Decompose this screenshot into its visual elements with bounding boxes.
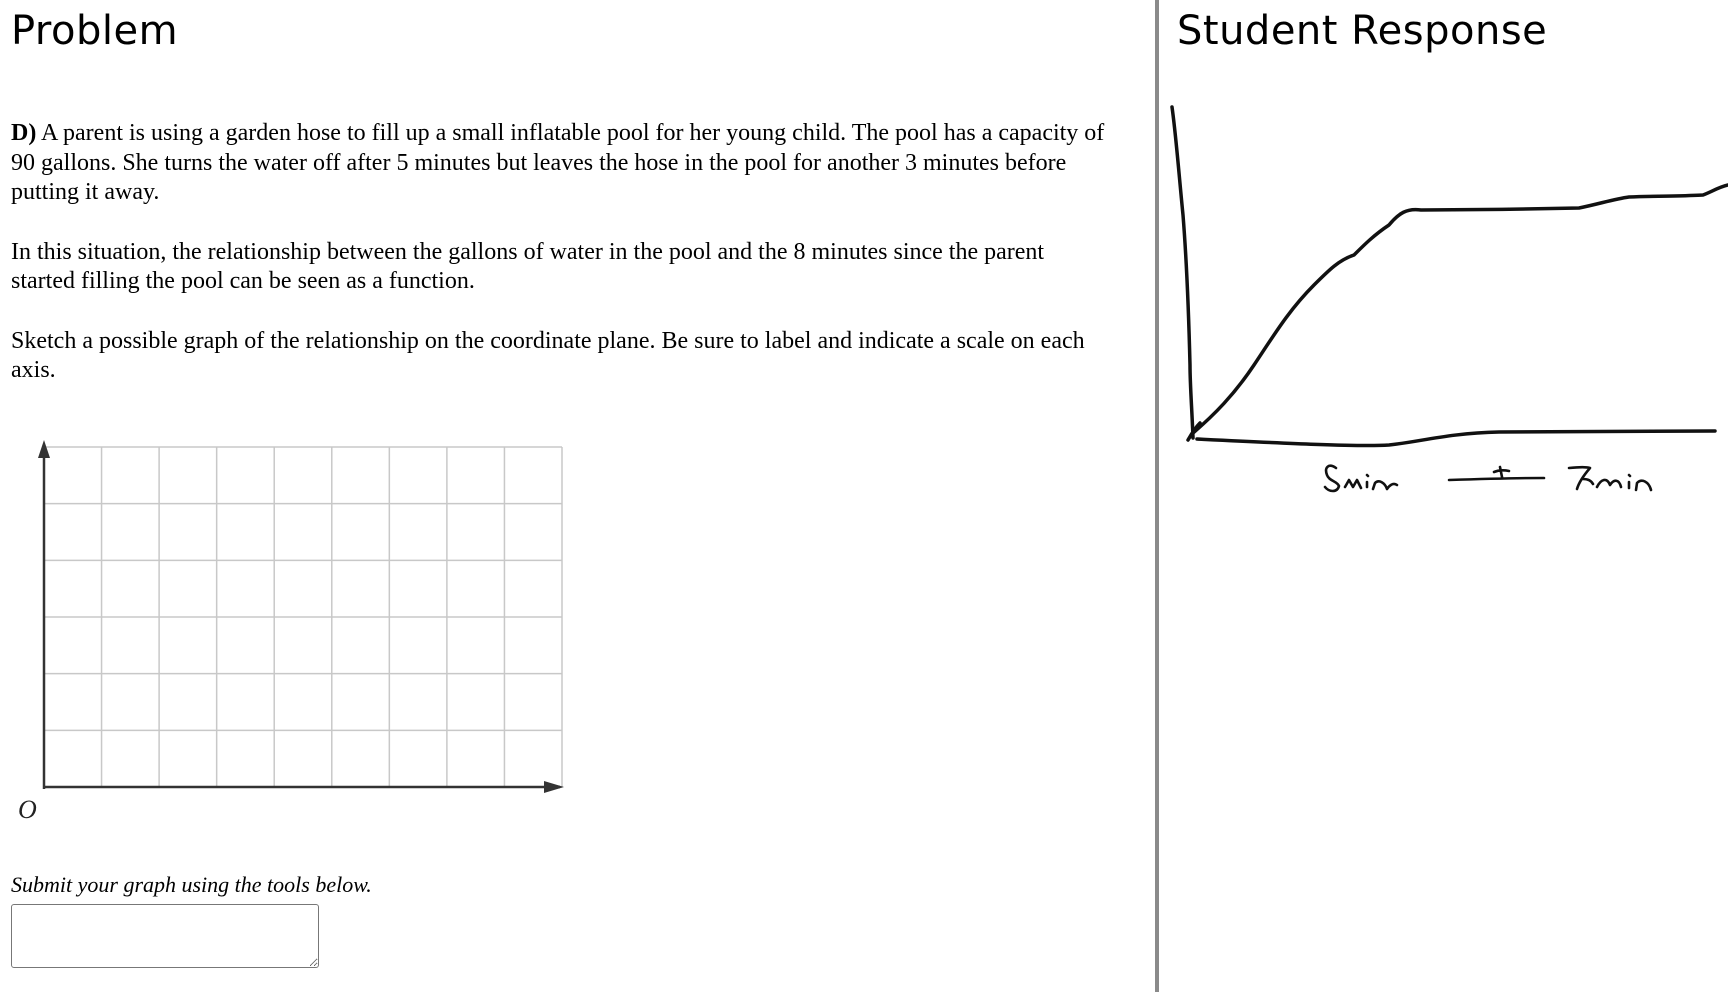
sketch-x-axis <box>1197 431 1715 446</box>
x-axis <box>44 781 564 793</box>
problem-paragraph-1 <box>11 119 1111 208</box>
sketch-label-2: + <box>1494 480 1495 481</box>
problem-statement <box>11 119 1111 416</box>
handwritten-plus <box>1449 467 1544 480</box>
problem-title: Problem <box>11 8 179 54</box>
y-axis <box>38 440 50 789</box>
sketch-label-3: 3 min <box>1569 491 1572 492</box>
student-response-panel <box>1159 0 1728 992</box>
origin-label: O <box>18 795 37 824</box>
submit-instructions: Submit your graph using the tools below. <box>11 872 372 897</box>
grid-lines <box>44 447 562 787</box>
sketch-label-1: 5 min <box>1324 491 1327 492</box>
sketch-y-axis <box>1172 107 1193 438</box>
answer-input[interactable] <box>11 904 319 968</box>
problem-paragraph-3: Sketch a possible graph of the relationship on the coordinate plane. Be sure to label and indicate a scale on each axis. <box>11 327 1085 383</box>
student-response-title: Student Response <box>1177 8 1548 54</box>
part-label: D) <box>11 120 37 146</box>
problem-paragraph-2: In this situation, the relationship between the gallons of water in the pool and the 8 minutes since the parent started filling the pool can be seen as a function. <box>11 238 1045 294</box>
student-sketch <box>1159 95 1728 515</box>
coordinate-grid <box>10 437 570 827</box>
handwritten-5min <box>1325 466 1397 491</box>
sketch-handwriting <box>1325 466 1651 491</box>
y-axis-arrowhead <box>38 440 50 458</box>
x-axis-arrowhead <box>544 781 564 793</box>
problem-paragraph-1-text: A parent is using a garden hose to fill up a small inflatable pool for her young child. The pool has a capacity of 90 gallons. She turns the water off after 5 minutes but leaves the hose in the pool for another 3 minutes before putting it away. <box>11 120 1105 205</box>
sketch-curve <box>1193 185 1728 433</box>
handwritten-3min <box>1569 467 1651 490</box>
